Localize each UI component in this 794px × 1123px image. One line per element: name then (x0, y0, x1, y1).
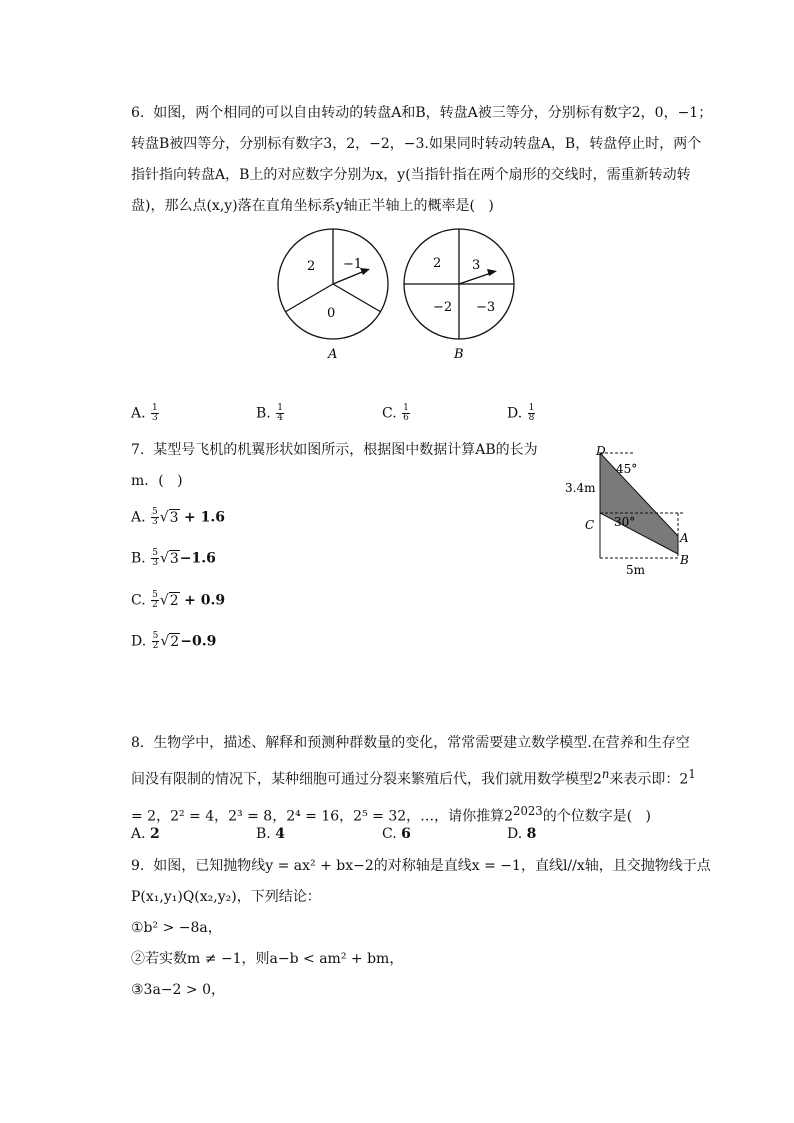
spinner-a-sector-2: −1 (343, 257, 363, 272)
q6-options (131, 404, 631, 428)
spinner-b-sector-2: 3 (472, 258, 481, 273)
q8-options (131, 826, 631, 850)
q6-line-3: 指针指向转盘A，B上的对应数字分别为x，y(当指针指在两个扇形的交线时，需重新转动转 (131, 167, 691, 183)
q6-option-c[interactable]: C. $\frac{1}{6}$ (382, 403, 409, 423)
q7-option-b[interactable]: B. $\frac{5}{3}$ √3−1.6 (131, 548, 216, 568)
q8-option-b[interactable]: B. 4 (256, 826, 285, 842)
question-6 (131, 98, 721, 222)
wing-figure (560, 440, 700, 580)
question-8 (131, 728, 721, 832)
question-9 (131, 851, 721, 1006)
q7-line-2: m．( ) (131, 473, 183, 489)
q9-conclusion-3: ③3a−2 > 0， (131, 982, 225, 998)
q6-option-b[interactable]: B. $\frac{1}{4}$ (256, 403, 283, 423)
spinner-a-sector-3: 0 (327, 306, 336, 321)
point-b-label: B (680, 553, 689, 567)
height-label: 3.4m (565, 481, 596, 495)
q8-option-d[interactable]: D. 8 (507, 826, 537, 842)
spinner-b (404, 229, 514, 362)
width-label: 5m (626, 563, 646, 577)
q6-line-2: 转盘B被四等分，分别标有数字3，2，−2，−3.如果同时转动转盘A，B，转盘停止时，两个 (131, 136, 702, 152)
point-c-label: C (585, 518, 595, 532)
q9-conclusion-2: ②若实数m ≠ −1，则a−b < am² + bm， (131, 951, 404, 967)
q6-line-1: 6. 如图，两个相同的可以自由转动的转盘A和B，转盘A被三等分，分别标有数字2，0，−1； (131, 105, 713, 121)
q9-conclusion-1: ①b² > −8a， (131, 920, 222, 936)
q9-line-2: P(x₁,y₁)Q(x₂,y₂)，下列结论： (131, 889, 321, 905)
spinner-a-label: A (328, 347, 338, 362)
q6-option-a[interactable]: A. $\frac{1}{3}$ (131, 403, 158, 423)
spinner-b-sector-1: 2 (433, 256, 442, 271)
q6-line-4: 盘)，那么点(x,y)落在直角坐标系y轴正半轴上的概率是( ) (131, 198, 494, 214)
q8-option-a[interactable]: A. 2 (131, 826, 160, 842)
q7-option-a[interactable]: A. $\frac{5}{3}$ √3 + 1.6 (131, 507, 226, 527)
angle-45-label: 45° (616, 462, 638, 476)
angle-30-label: 30° (614, 515, 636, 529)
question-7 (131, 435, 551, 497)
q7-option-d[interactable]: D. $\frac{5}{2}$ √2−0.9 (131, 631, 217, 651)
q9-line-1: 9. 如图，已知抛物线y = ax² + bx−2的对称轴是直线x = −1，直线l//x轴，且交抛物线于点 (131, 858, 711, 874)
spinner-figure (270, 222, 530, 367)
spinner-a-sector-1: 2 (307, 259, 316, 274)
point-d-label: D (596, 444, 606, 458)
spinner-b-sector-4: −3 (476, 300, 496, 315)
q8-line-3: = 2，2² = 4，2³ = 8，2⁴ = 16，2⁵ = 32，…，请你推算$2^{2023}$的个位数字是( ) (131, 803, 651, 825)
q8-option-c[interactable]: C. 6 (382, 826, 411, 842)
q6-option-d[interactable]: D. $\frac{1}{8}$ (507, 403, 535, 423)
spinner-b-sector-3: −2 (433, 300, 453, 315)
q7-line-1: 7. 某型号飞机的机翼形状如图所示，根据图中数据计算AB的长为 (131, 442, 538, 458)
point-a-label: A (680, 531, 689, 545)
q8-line-2: 间没有限制的情况下，某种细胞可通过分裂来繁殖后代，我们就用数学模型2$^n$来表示即：$2^1$ (131, 767, 696, 788)
q8-line-1: 8. 生物学中，描述、解释和预测种群数量的变化，常常需要建立数学模型.在营养和生存空 (131, 735, 690, 751)
spinner-b-label: B (454, 347, 464, 362)
q7-option-c[interactable]: C. $\frac{5}{2}$ √2 + 0.9 (131, 590, 226, 610)
spinner-a (278, 229, 388, 362)
